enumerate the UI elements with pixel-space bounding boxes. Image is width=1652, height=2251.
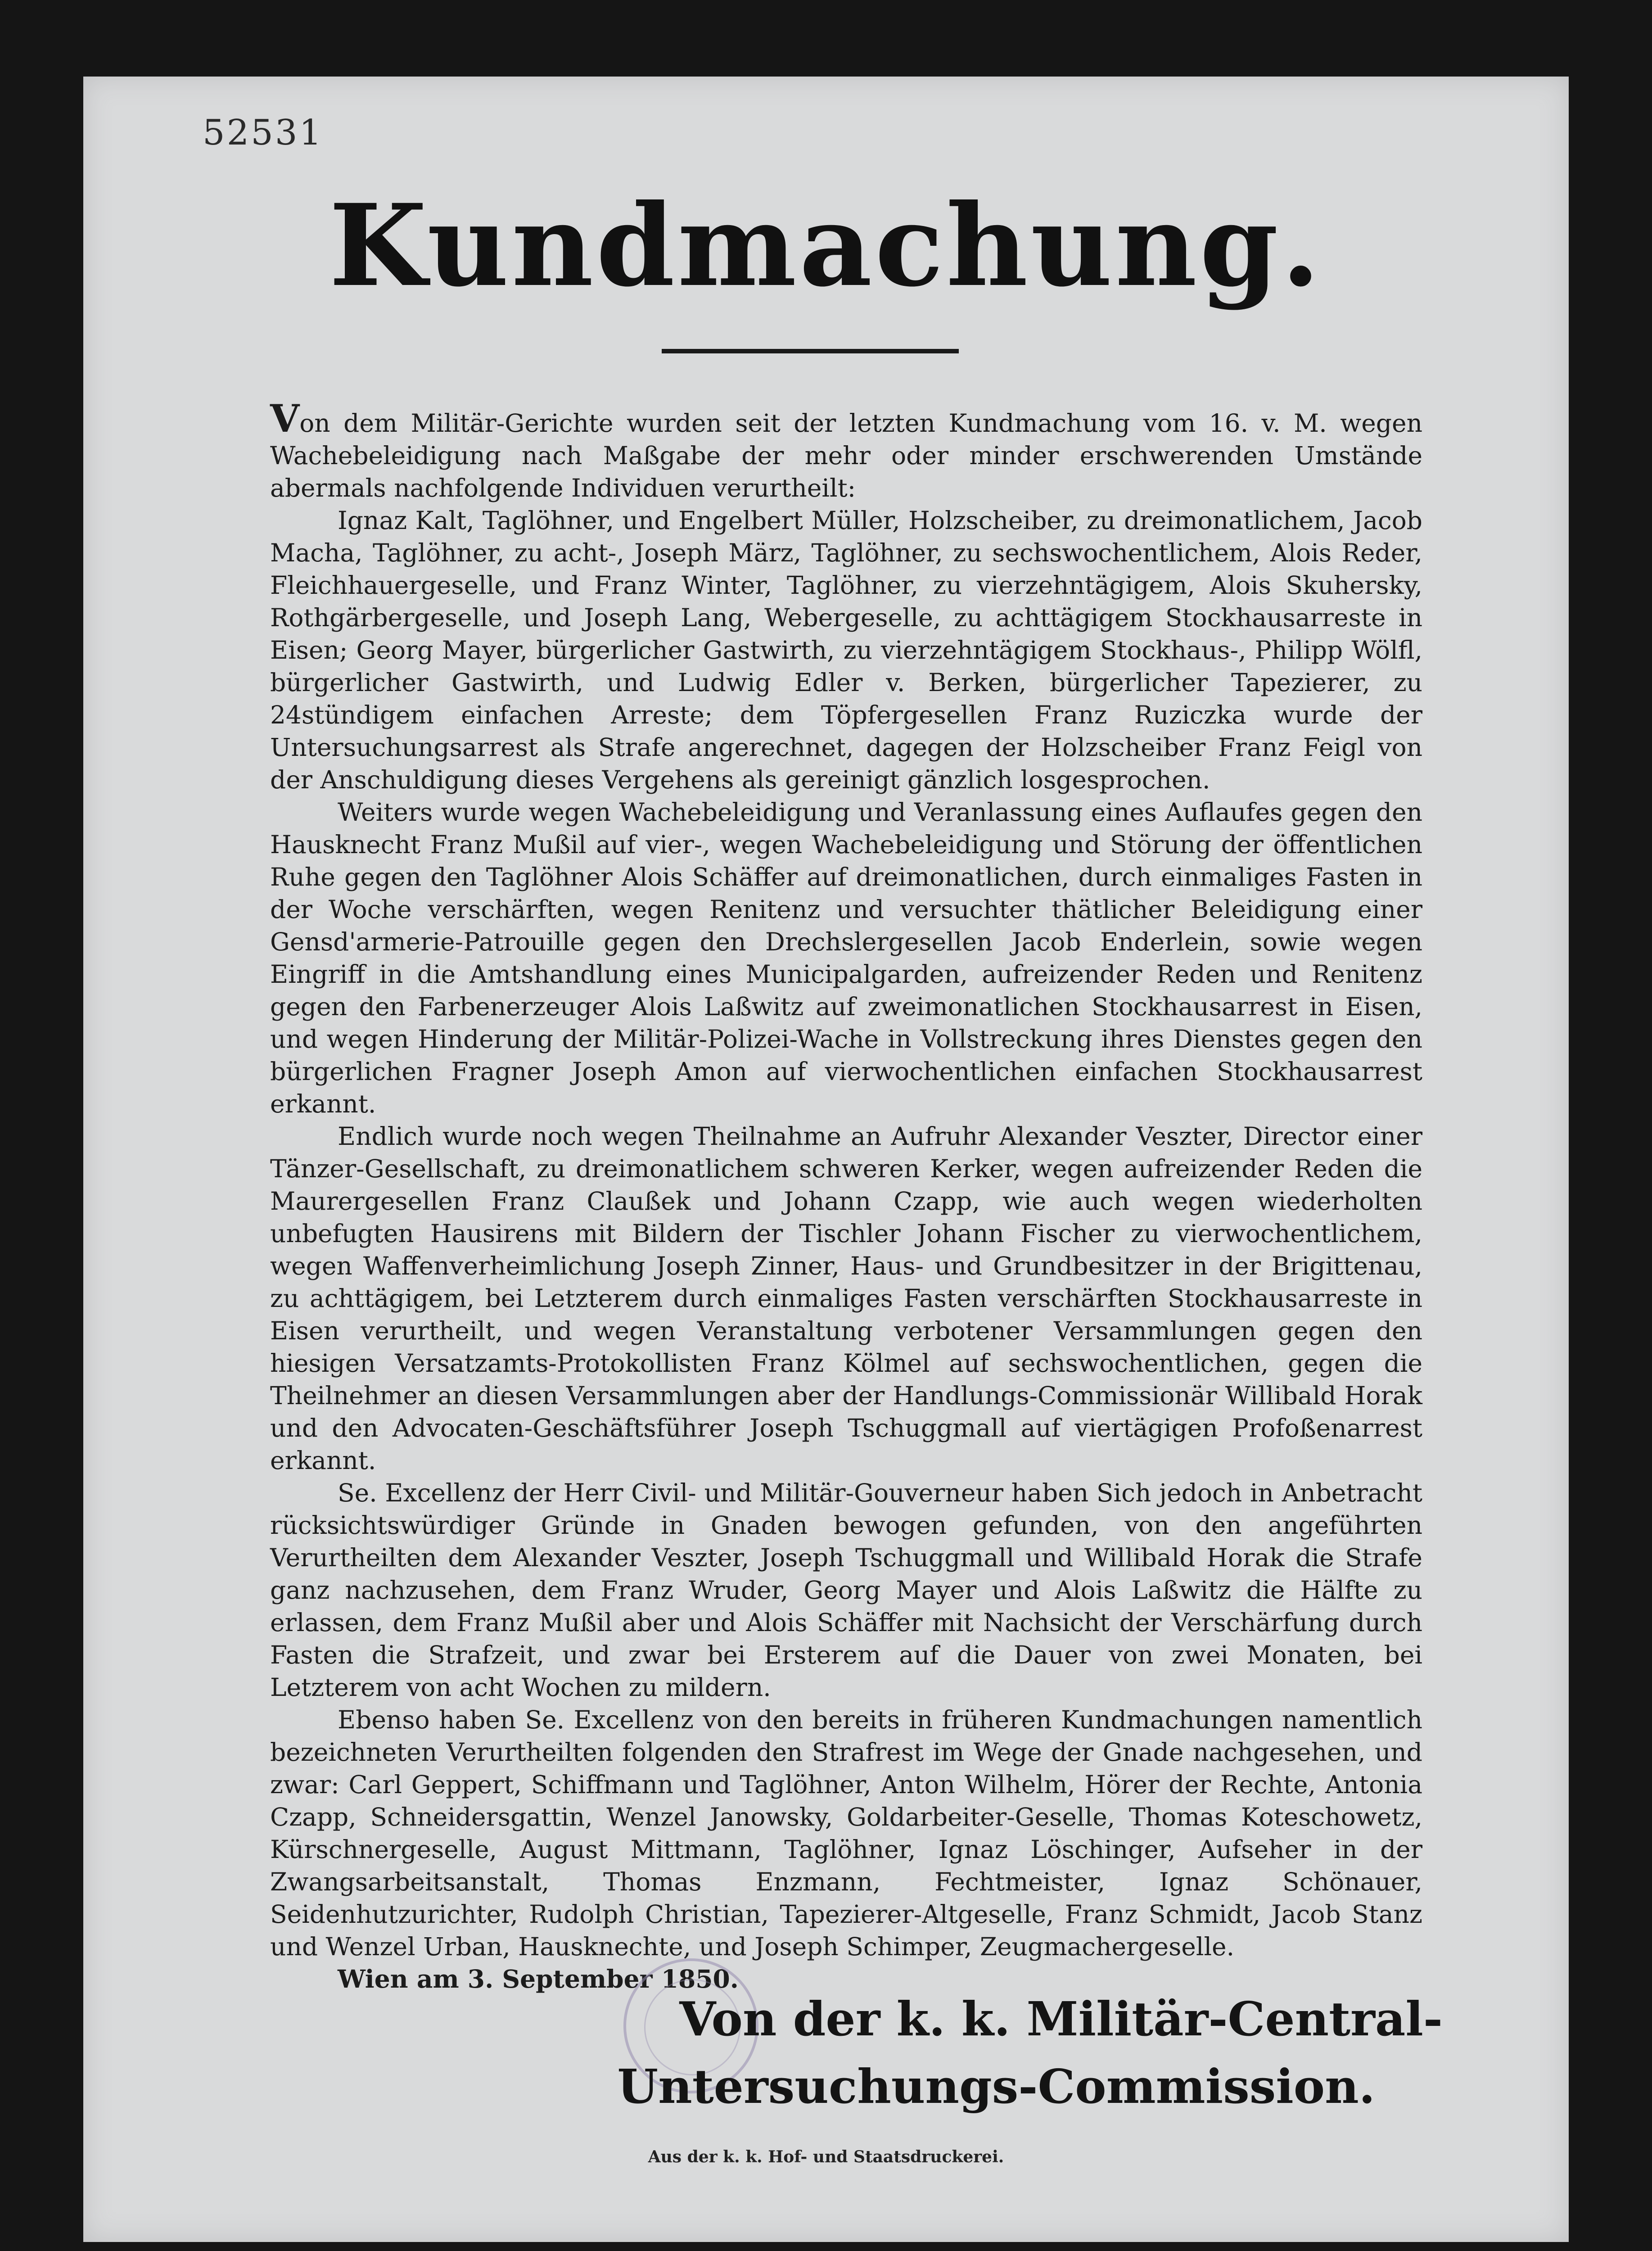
paragraph-clemency: Se. Excellenz der Herr Civil- und Militär-Gouverneur haben Sich jedoch in Anbetracht rücksichtswürdiger Gründe in Gnaden bewogen gefunden, von den angeführten Verurtheilten dem Alexander Veszter, Joseph Tschuggmall und Willibald Horak die Strafe ganz nachzusehen, dem Franz Wruder, Georg Mayer und Alois Laßwitz die Hälfte zu erlassen, dem Franz Mußil aber und Alois Schäffer mit Nachsicht der Verschärfung durch Fasten die Strafzeit, und zwar bei Ersterem auf die Dauer von zwei Monaten, bei Letzterem von acht Wochen zu mildern. [270, 1478, 1422, 1702]
archive-number: 52531 [203, 113, 324, 153]
paragraph-finally: Endlich wurde noch wegen Theilnahme an Aufruhr Alexander Veszter, Director einer Tänzer-Gesellschaft, zu dreimonatlichem schweren Kerker, wegen aufreizender Reden die Maurergesellen Franz Claußek und Johann Czapp, wie auch wegen wiederholten unbefugten Hausirens mit Bildern der Tischler Johann Fischer zu vierwochentlichem, wegen Waffenverheimlichung Joseph Zinner, Haus- und Grundbesitzer in der Brigittenau, zu achttägigem, bei Letzterem durch einmaliges Fasten verschärften Stockhausarreste in Eisen verurtheilt, und wegen Veranstaltung verbotener Versammlungen gegen den hiesigen Versatzamts-Protokollisten Franz Kölmel auf sechswochentlichen, gegen die Theilnehmer an diesen Versammlungen aber der Handlungs-Commissionär Willibald Horak und den Advocaten-Geschäftsführer Joseph Tschuggmall auf viertägigen Profoßenarrest erkannt. [270, 1122, 1422, 1475]
title-divider [662, 349, 959, 353]
proclamation-body [270, 396, 1422, 1995]
document-sheet [83, 77, 1569, 2242]
signature-block [533, 1985, 1443, 2120]
paragraph-sentences: Ignaz Kalt, Taglöhner, und Engelbert Müller, Holzscheiber, zu dreimonatlichem, Jacob Macha, Taglöhner, zu acht-, Joseph März, Taglöhner, zu sechswochentlichem, Alois Reder, Fleichhauergeselle, und Franz Winter, Taglöhner, zu vierzehntägigem, Alois Skuhersky, Rothgärbergeselle, und Joseph Lang, Webergeselle, zu achttägigem Stockhausarreste in Eisen; Georg Mayer, bürgerlicher Gastwirth, zu vierzehntägigem Stockhaus-, Philipp Wölfl, bürgerlicher Gastwirth, und Ludwig Edler v. Berken, bürgerlicher Tapezierer, zu 24stündigem einfachen Arreste; dem Töpfergesellen Franz Ruziczka wurde der Untersuchungsarrest als Strafe angerechnet, dagegen der Holzscheiber Franz Feigl von der Anschuldigung dieses Vergehens als gereinigt gänzlich losgesprochen. [270, 506, 1422, 794]
drop-cap: V [270, 396, 300, 441]
paragraph-further: Weiters wurde wegen Wachebeleidigung und Veranlassung eines Auflaufes gegen den Hausknecht Franz Mußil auf vier-, wegen Wachebeleidigung und Störung der öffentlichen Ruhe gegen den Taglöhner Alois Schäffer auf dreimonatlichen, durch einmaliges Fasten in der Woche verschärften, wegen Renitenz und versuchter thätlicher Beleidigung einer Gensd'armerie-Patrouille gegen den Drechslergesellen Jacob Enderlein, sowie wegen Eingriff in die Amtshandlung eines Municipalgarden, aufreizender Reden und Renitenz gegen den Farbenerzeuger Alois Laßwitz auf zweimonatlichen Stockhausarrest in Eisen, und wegen Hinderung der Militär-Polizei-Wache in Vollstreckung ihres Dienstes gegen den bürgerlichen Fragner Joseph Amon auf vierwochentlichen einfachen Stockhausarrest erkannt. [270, 798, 1422, 1118]
paragraph-remission: Ebenso haben Se. Excellenz von den bereits in früheren Kundmachungen namentlich bezeichneten Verurtheilten folgenden den Strafrest im Wege der Gnade nachgesehen, und zwar: Carl Geppert, Schiffmann und Taglöhner, Anton Wilhelm, Hörer der Rechte, Antonia Czapp, Schneidersgattin, Wenzel Janowsky, Goldarbeiter-Geselle, Thomas Koteschowetz, Kürschnergeselle, August Mittmann, Taglöhner, Ignaz Löschinger, Aufseher in der Zwangsarbeitsanstalt, Thomas Enzmann, Fechtmeister, Ignaz Schönauer, Seidenhutzurichter, Rudolph Christian, Tapezierer-Altgeselle, Franz Schmidt, Jacob Stanz und Wenzel Urban, Hausknechte, und Joseph Schimper, Zeugmachergeselle. [270, 1705, 1422, 1961]
paragraph-intro-text: on dem Militär-Gerichte wurden seit der letzten Kundmachung vom 16. v. M. wegen Wachebeleidigung nach Maßgabe der mehr oder minder erschwerenden Umstände abermals nachfolgende Individuen verurtheilt: [270, 409, 1422, 502]
signature-line-1: Von der k. k. Militär-Central- [679, 1991, 1443, 2047]
printer-imprint: Aus der k. k. Hof- und Staatsdruckerei. [648, 2147, 1004, 2166]
page-title: Kundmachung. [329, 179, 1323, 312]
date-line: Wien am 3. September 1850. [338, 1964, 739, 1993]
signature-line-2: Untersuchungs-Commission. [617, 2059, 1375, 2114]
paragraph-intro [270, 396, 1422, 504]
